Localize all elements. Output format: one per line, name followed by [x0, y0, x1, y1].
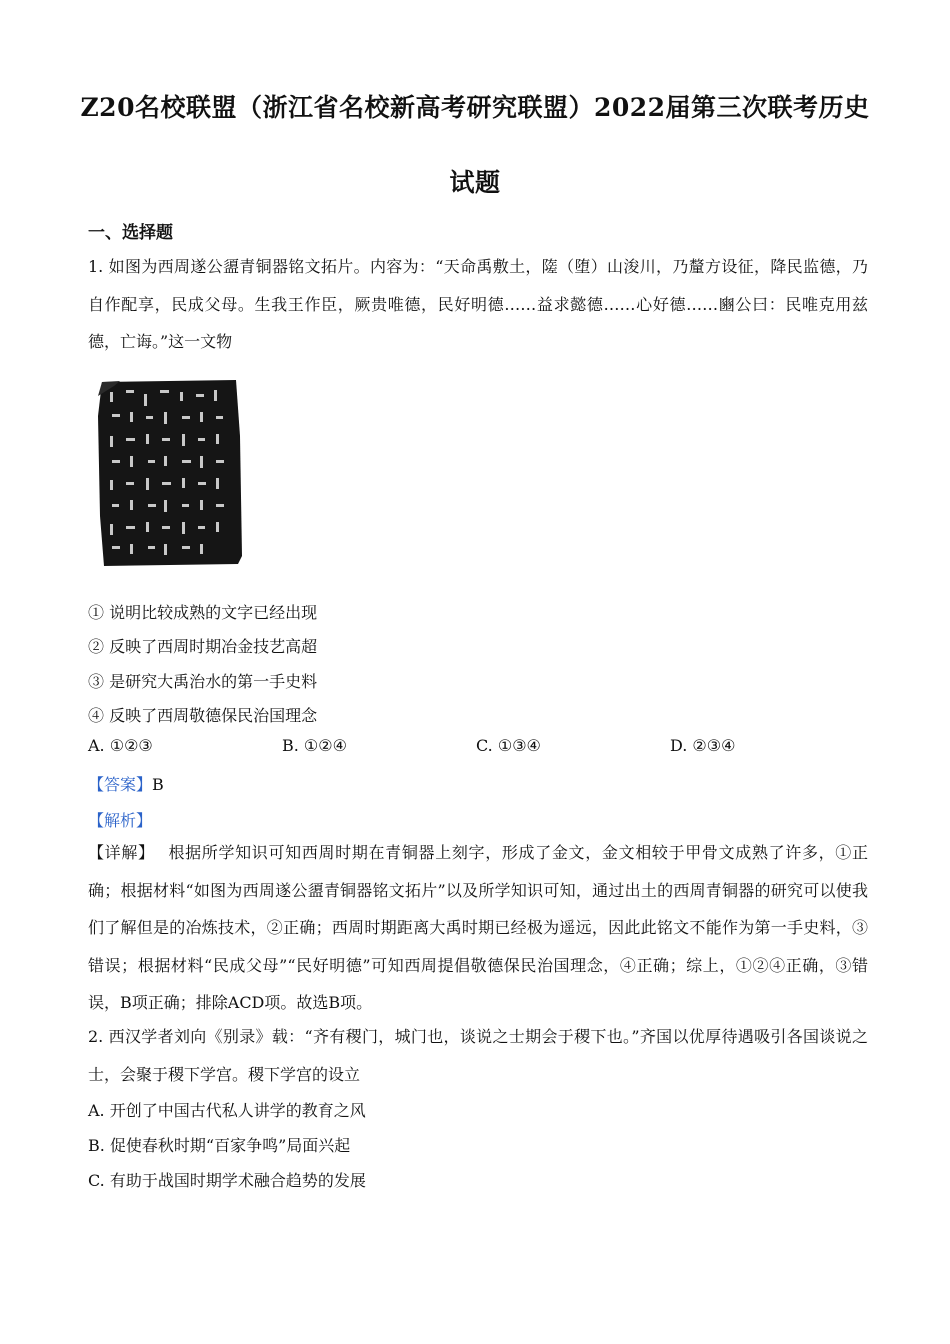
q1-answer [88, 772, 164, 795]
q1-option-b: B. ①②④ [282, 736, 347, 755]
q1-statement-2: ② 反映了西周时期冶金技艺高超 [88, 637, 318, 656]
q1-option-d: D. ②③④ [670, 736, 736, 755]
detail-label: 【详解】 [88, 843, 155, 862]
q2-option-c: C. 有助于战国时期学术融合趋势的发展 [88, 1171, 366, 1190]
answer-label: 【答案】 [88, 775, 153, 794]
q1-stem: 1. 如图为西周遂公盨青铜器铭文拓片。内容为：“天命禹敷土，隓（堕）山浚川，乃釐方设征，降民监德，乃自作配享，民成父母。生我王作臣，厥贵唯德，民好明德……益求懿德……心好德……豳公曰：民唯克用兹德，亡诲。”这一文物 [88, 257, 868, 351]
q1-statement-4: ④ 反映了西周敬德保民治国理念 [88, 706, 318, 725]
answer-value: B [152, 775, 164, 794]
q2-option-b: B. 促使春秋时期“百家争鸣”局面兴起 [88, 1136, 351, 1155]
bronze-inscription-rubbing-icon [96, 376, 244, 568]
doc-title-line1: Z20名校联盟（浙江省名校新高考研究联盟）2022届第三次联考历史 [80, 93, 870, 122]
q1-statement-1: ① 说明比较成熟的文字已经出现 [88, 603, 318, 622]
q1-option-a: A. ①②③ [88, 736, 153, 755]
doc-title-line2: 试题 [449, 168, 501, 197]
q1-detail [88, 834, 868, 1022]
q1-statement-3: ③ 是研究大禹治水的第一手史料 [88, 672, 318, 691]
section-heading: 一、选择题 [88, 223, 173, 243]
analysis-label: 【解析】 [88, 811, 153, 830]
q2-stem: 2. 西汉学者刘向《别录》载：“齐有稷门，城门也，谈说之士期会于稷下也。”齐国以优厚待遇吸引各国谈说之士，会聚于稷下学宫。稷下学宫的设立 [88, 1027, 868, 1084]
q1-option-c: C. ①③④ [476, 736, 541, 755]
q2-option-a: A. 开创了中国古代私人讲学的教育之风 [88, 1101, 366, 1120]
detail-text: 根据所学知识可知西周时期在青铜器上刻字，形成了金文，金文相较于甲骨文成熟了许多，①正确；根据材料“如图为西周遂公盨青铜器铭文拓片”以及所学知识可知，通过出土的西周青铜器的研究可以使我们了解但是的冶炼技术，②正确；西周时期距离大禹时期已经极为遥远，因此此铭文不能作为第一手史料，③错误；根据材料“民成父母”“民好明德”可知西周提倡敬德保民治国理念，④正确；综上，①②④正确，③错误，B项正确；排除ACD项。故选B项。 [88, 843, 868, 1012]
